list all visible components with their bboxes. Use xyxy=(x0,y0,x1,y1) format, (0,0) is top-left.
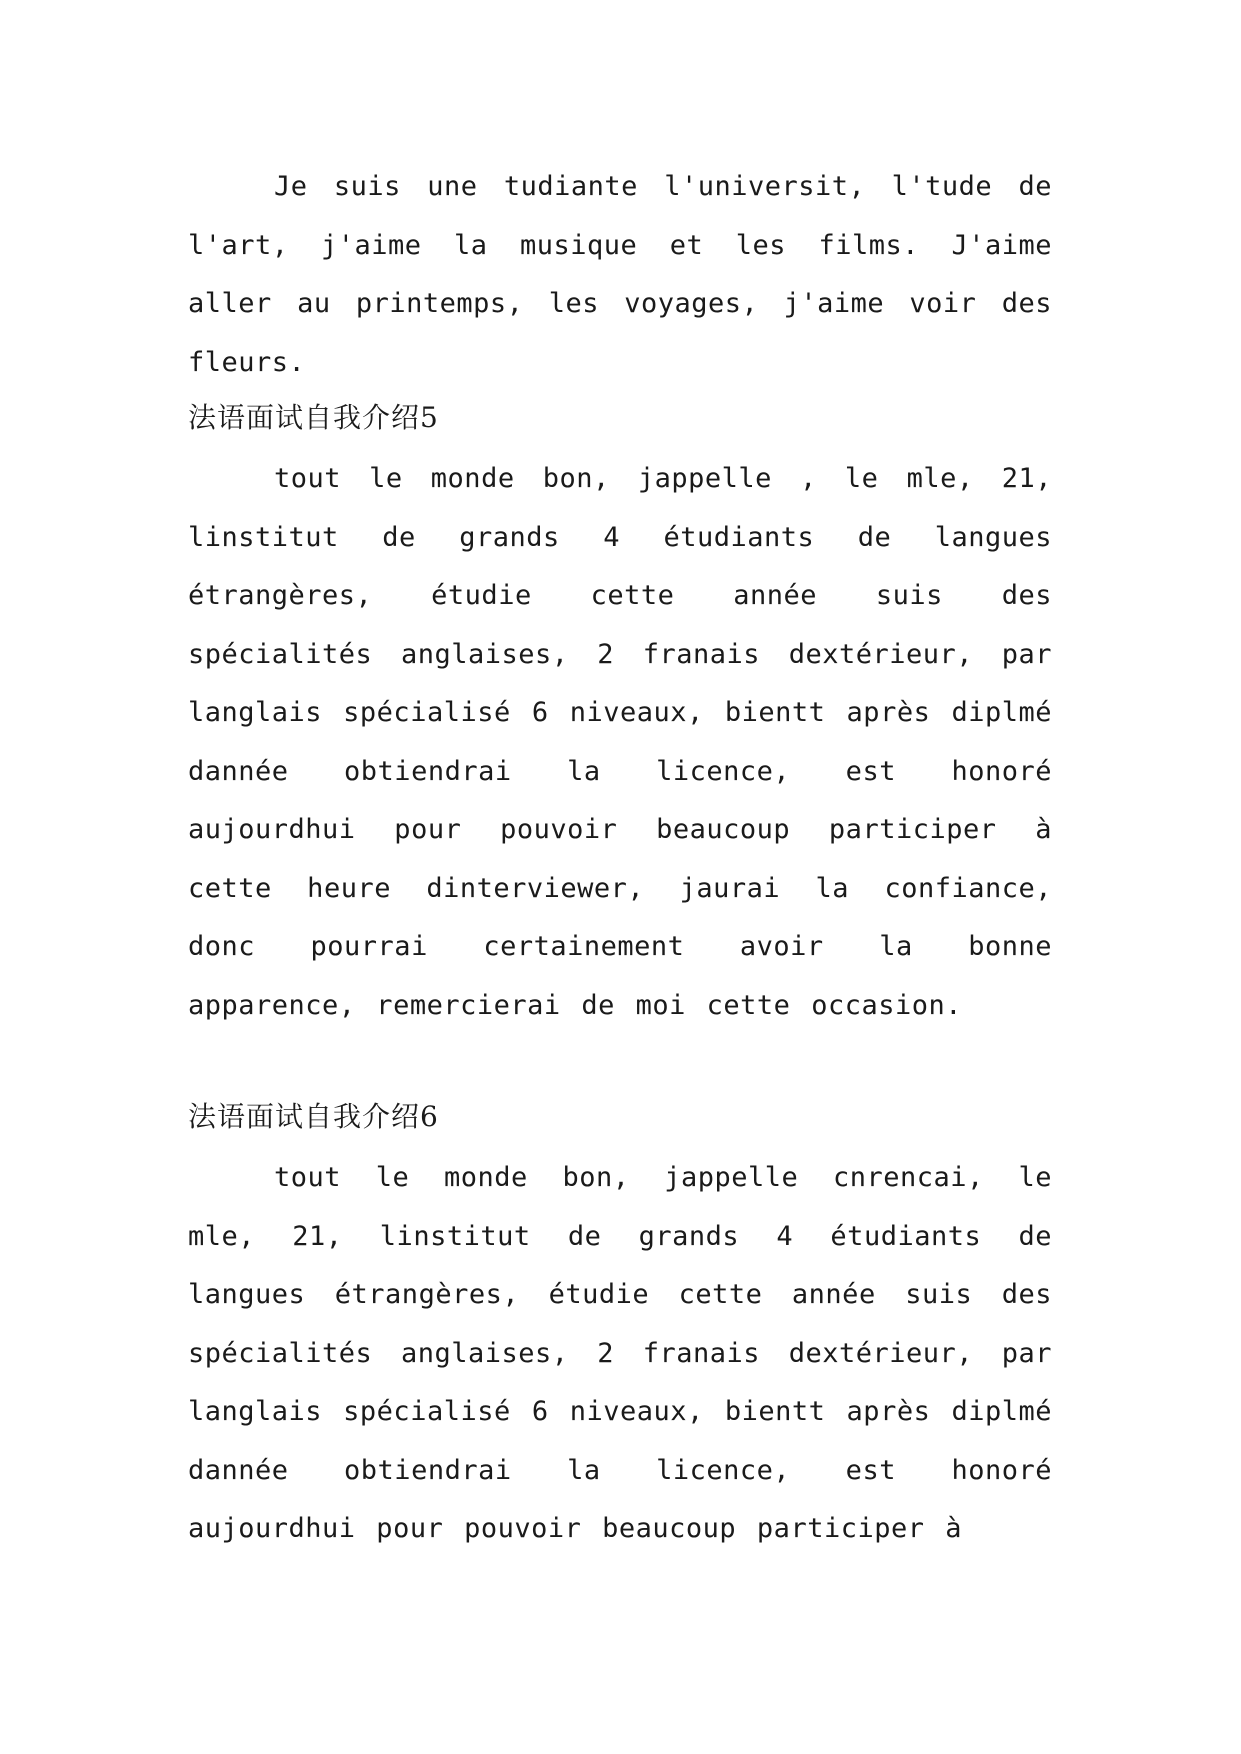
paragraph-section-6: tout le monde bon, jappelle cnrencai, le mle, 21, linstitut de grands 4 étudiants de langues étrangères, étudie cette année suis des spécialités anglaises, 2 franais dextérieur, par langlais spécialisé 6 niveaux, bientt après diplmé dannée obtiendrai la licence, est honoré aujourdhui pour pouvoir beaucoup participer à xyxy=(188,1162,1052,1544)
section-heading-5: 法语面试自我介绍5 xyxy=(188,401,439,434)
section-heading-6: 法语面试自我介绍6 xyxy=(188,1100,439,1133)
paragraph-intro: Je suis une tudiante l'universit, l'tude de l'art, j'aime la musique et les films. J'aime aller au printemps, les voyages, j'aime voir des fleurs. xyxy=(188,171,1052,378)
paragraph-section-5: tout le monde bon, jappelle , le mle, 21, linstitut de grands 4 étudiants de langues étrangères, étudie cette année suis des spécialités anglaises, 2 franais dextérieur, par langlais spécialisé 6 niveaux, bientt après diplmé dannée obtiendrai la licence, est honoré aujourdhui pour pouvoir beaucoup participer à cette heure dinterviewer, jaurai la confiance, donc pourrai certainement avoir la bonne apparence, remercierai de moi cette occasion. xyxy=(188,463,1052,1021)
